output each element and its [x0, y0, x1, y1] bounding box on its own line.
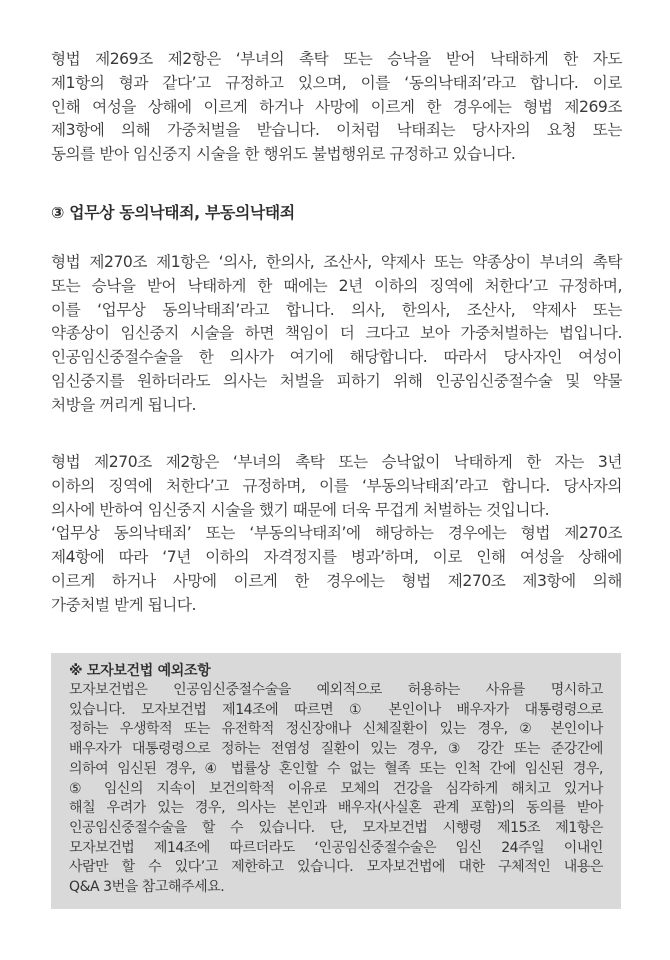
text-line: 모자보건법 제14조에 따르더라도 ‘인공임신중절수술은 임신 24주일 이내인	[69, 839, 603, 856]
text-line: ⑤ 임신의 지속이 보건의학적 이유로 모체의 건강을 심각하게 해치고 있거나	[69, 780, 603, 797]
paragraph-consent-abortion	[51, 48, 622, 167]
text-line: 모자보건법은 인공임신중절수술을 예외적으로 허용하는 사유를 명시하고	[69, 682, 603, 698]
text-line: 이를 ‘업무상 동의낙태죄’라고 합니다. 의사, 한의사, 조산사, 약제사 또는	[51, 300, 622, 319]
text-line: 의사에 반하여 임신중지 시술을 했기 때문에 더욱 무겁게 처벌하는 것입니다.	[51, 500, 550, 519]
section-heading: ③ 업무상 동의낙태죄, 부동의낙태죄	[51, 203, 295, 222]
text-line: 임신중지를 원하더라도 의사는 처벌을 피하기 위해 인공임신중절수술 및 약물	[51, 371, 622, 390]
text-line: 약종상이 임신중지 시술을 하면 책임이 더 크다고 보아 가중처벌하는 법입니다.	[51, 324, 622, 343]
text-line: 있습니다. 모자보건법 제14조에 따르면 ① 본인이나 배우자가 대통령령으로	[69, 701, 603, 718]
note-title: ※ 모자보건법 예외조항	[69, 663, 211, 679]
text-line: 처방을 꺼리게 됩니다.	[51, 395, 197, 414]
text-line: 해칠 우려가 있는 경우, 의사는 본인과 배우자(사실혼 관계 포함)의 동의를 받아	[69, 800, 603, 817]
text-line: 형법 제270조 제2항은 ‘부녀의 촉탁 또는 승낙없이 낙태하게 한 자는 3년	[51, 453, 622, 471]
text-line: 제3항에 의해 가중처벌을 받습니다. 이처럼 낙태죄는 당사자의 요청 또는	[51, 121, 622, 140]
note-body	[69, 681, 603, 898]
text-line: 또는 승낙을 받어 낙태하게 한 때에는 2년 이하의 징역에 처한다’고 규정하며,	[51, 276, 622, 295]
text-line: 제1항의 형과 같다’고 규정하고 있으며, 이를 ‘동의낙태죄’라고 합니다. 이로	[51, 73, 622, 92]
text-line: Q&A 3번을 참고해주세요.	[69, 879, 225, 896]
text-line: 정하는 우생학적 또는 유전학적 정신장애나 신체질환이 있는 경우, ② 본인이나	[69, 721, 603, 738]
text-line: 인공임신중절수술을 한 의사가 여기에 해당합니다. 따라서 당사자인 여성이	[51, 348, 622, 367]
paragraph-non-consent-abortion	[51, 451, 622, 618]
text-line: 동의를 받아 임신중지 시술을 한 행위도 불법행위로 규정하고 있습니다.	[51, 145, 516, 164]
text-line: 사람만 할 수 있다’고 제한하고 있습니다. 모자보건법에 대한 구체적인 내용은	[69, 859, 603, 876]
text-line: 가중처벌 받게 됩니다.	[51, 595, 197, 614]
text-line: 인해 여성을 상해에 이르게 하거나 사망에 이르게 한 경우에는 형법 제269조	[51, 97, 622, 116]
text-line: ‘업무상 동의낙태죄’ 또는 ‘부동의낙태죄’에 해당하는 경우에는 형법 제270조	[51, 524, 622, 543]
text-line: 형법 제270조 제1항은 ‘의사, 한의사, 조산사, 약제사 또는 약종상이 부녀의 촉탁	[51, 253, 622, 271]
text-line: 인공임신중절수술을 할 수 있습니다. 단, 모자보건법 시행령 제15조 제1항은	[69, 819, 603, 836]
text-line: 제4항에 따라 ‘7년 이하의 자격정지를 병과’하며, 이로 인해 여성을 상해에	[51, 548, 622, 567]
text-line: 이르게 하거나 사망에 이르게 한 경우에는 형법 제270조 제3항에 의해	[51, 571, 622, 590]
paragraph-professional-consent-abortion	[51, 251, 622, 418]
text-line: 이하의 징역에 처한다’고 규정하며, 이를 ‘부동의낙태죄’라고 합니다. 당사자의	[51, 476, 622, 495]
text-line: 형법 제269조 제2항은 ‘부녀의 촉탁 또는 승낙을 받어 낙태하게 한 자도	[51, 50, 622, 68]
text-line: 배우자가 대통령령으로 정하는 전염성 질환이 있는 경우, ③ 강간 또는 준강간에	[69, 741, 603, 758]
text-line: 의하여 임신된 경우, ④ 법률상 혼인할 수 없는 혈족 또는 인척 간에 임신된 경우,	[69, 760, 603, 777]
